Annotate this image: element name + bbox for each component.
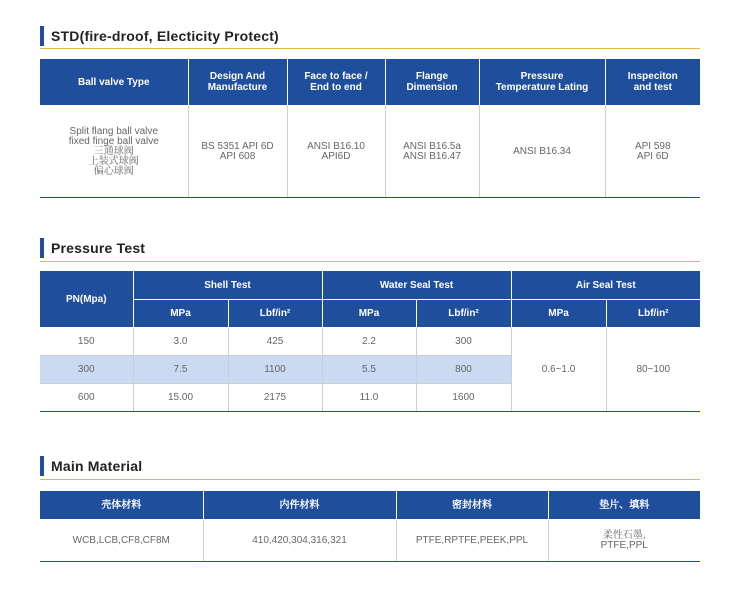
header-air-seal-test: Air Seal Test xyxy=(511,271,700,300)
cell-flange: ANSI B16.5a ANSI B16.47 xyxy=(385,106,479,198)
title-accent-bar xyxy=(40,238,44,258)
unit-shell-mpa: MPa xyxy=(133,300,228,328)
pressure-unit-row xyxy=(40,300,700,328)
header-body-material: 壳体材料 xyxy=(40,491,203,520)
cell-pn: 150 xyxy=(40,328,133,356)
header-flange-dimension: Flange Dimension xyxy=(385,59,479,106)
unit-water-mpa: MPa xyxy=(322,300,416,328)
cell-water-lbf: 1600 xyxy=(416,384,511,412)
cell-water-mpa: 2.2 xyxy=(322,328,416,356)
std-title: STD(fire-droof, Electicity Protect) xyxy=(51,28,279,44)
header-pressure-temperature: Pressure Temperature Lating xyxy=(479,59,605,106)
cell-air-mpa: 0.6~1.0 xyxy=(511,328,606,412)
cell-shell-mpa: 3.0 xyxy=(133,328,228,356)
header-gasket-packing: 垫片、填料 xyxy=(548,491,700,520)
cell-shell-lbf: 1100 xyxy=(228,356,322,384)
title-accent-bar xyxy=(40,456,44,476)
header-pn: PN(Mpa) xyxy=(40,271,133,328)
std-table xyxy=(40,58,700,198)
material-title-rule xyxy=(40,479,700,480)
unit-air-mpa: MPa xyxy=(511,300,606,328)
std-data-row xyxy=(40,106,700,198)
header-face-to-face: Face to face / End to end xyxy=(287,59,385,106)
header-inspection-test: Inspeciton and test xyxy=(605,59,700,106)
material-section-title xyxy=(40,456,142,476)
pressure-title-rule xyxy=(40,261,700,262)
material-table xyxy=(40,490,700,562)
header-design-manufacture: Design And Manufacture xyxy=(188,59,287,106)
header-water-seal-test: Water Seal Test xyxy=(322,271,511,300)
cell-trim-material: 410,420,304,316,321 xyxy=(203,520,396,562)
cell-shell-mpa: 7.5 xyxy=(133,356,228,384)
header-shell-test: Shell Test xyxy=(133,271,322,300)
pressure-section-title xyxy=(40,238,145,258)
cell-gasket-packing: 柔性石墨, PTFE,PPL xyxy=(548,520,700,562)
cell-air-lbf: 80~100 xyxy=(606,328,700,412)
unit-air-lbf: Lbf/in² xyxy=(606,300,700,328)
header-ball-valve-type: Ball valve Type xyxy=(40,59,188,106)
pressure-table xyxy=(40,270,700,412)
cell-ball-valve-type: Split flang ball valve fixed finge ball valve 三通球阀 上装式球阀 偏心球阀 xyxy=(40,106,188,198)
std-title-rule xyxy=(40,48,700,49)
cell-inspection: API 598 API 6D xyxy=(605,106,700,198)
material-header-row xyxy=(40,491,700,520)
cell-water-mpa: 5.5 xyxy=(322,356,416,384)
material-title: Main Material xyxy=(51,458,143,474)
std-header-row xyxy=(40,59,700,106)
table-row xyxy=(40,328,700,356)
material-data-row xyxy=(40,520,700,562)
unit-water-lbf: Lbf/in² xyxy=(416,300,511,328)
title-accent-bar xyxy=(40,26,44,46)
cell-body-material: WCB,LCB,CF8,CF8M xyxy=(40,520,203,562)
cell-water-lbf: 800 xyxy=(416,356,511,384)
cell-shell-lbf: 425 xyxy=(228,328,322,356)
cell-face: ANSI B16.10 API6D xyxy=(287,106,385,198)
header-trim-material: 内件材料 xyxy=(203,491,396,520)
cell-water-lbf: 300 xyxy=(416,328,511,356)
cell-water-mpa: 11.0 xyxy=(322,384,416,412)
cell-design: BS 5351 API 6D API 608 xyxy=(188,106,287,198)
pressure-title: Pressure Test xyxy=(51,240,146,256)
cell-pn: 600 xyxy=(40,384,133,412)
std-section-title xyxy=(40,26,279,46)
cell-pressure-temp: ANSI B16.34 xyxy=(479,106,605,198)
pressure-group-row xyxy=(40,271,700,300)
cell-shell-lbf: 2175 xyxy=(228,384,322,412)
header-seal-material: 密封材料 xyxy=(396,491,548,520)
cell-seal-material: PTFE,RPTFE,PEEK,PPL xyxy=(396,520,548,562)
unit-shell-lbf: Lbf/in² xyxy=(228,300,322,328)
cell-shell-mpa: 15.00 xyxy=(133,384,228,412)
cell-pn: 300 xyxy=(40,356,133,384)
